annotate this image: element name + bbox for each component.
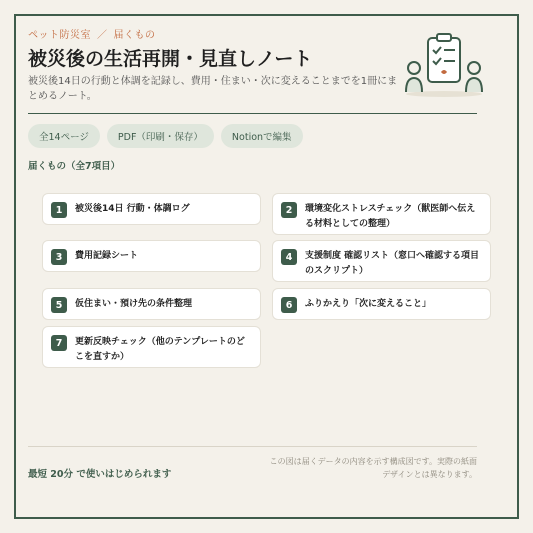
item-label: 仮住まい・預け先の条件整理 [75, 299, 193, 309]
item-label: ふりかえり「次に変えること」 [305, 299, 432, 309]
content-item-5 [42, 288, 261, 320]
tag-pdf: PDF（印刷・保存） [107, 124, 214, 148]
header-divider [28, 113, 477, 114]
item-number: 4 [281, 249, 297, 265]
contents-heading: 届くもの（全7項目） [28, 161, 121, 172]
item-label: 被災後14日 行動・体調ログ [75, 204, 190, 214]
item-number: 2 [281, 202, 297, 218]
page-title: 被災後の生活再開・見直しノート [28, 48, 313, 70]
footer-divider [28, 446, 477, 447]
content-item-4 [272, 240, 491, 282]
content-item-3 [42, 240, 261, 272]
content-item-1 [42, 193, 261, 225]
page-description: 被災後14日の行動と体調を記録し、費用・住まい・次に変えることまでを1冊にまとめるノート。 [28, 76, 398, 102]
breadcrumb-item-current: 届くもの [113, 30, 156, 41]
time-note: 最短 20分 で使いはじめられます [28, 469, 172, 480]
tag-notion: Notionで編集 [221, 124, 303, 148]
content-item-6 [272, 288, 491, 320]
tag-pages: 全14ページ [28, 124, 100, 148]
people-with-checklist-clipboard-icon [404, 28, 484, 98]
item-number: 3 [51, 249, 67, 265]
item-label: 環境変化ストレスチェック（獣医師へ伝える材料としての整理） [305, 204, 476, 229]
item-label: 支援制度 確認リスト（窓口へ確認する項目のスクリプト） [305, 251, 479, 276]
tag-list [28, 124, 303, 148]
item-number: 1 [51, 202, 67, 218]
item-number: 6 [281, 297, 297, 313]
disclaimer-text: この図は届くデータの内容を示す構成図です。実際の紙面デザインとは異なります。 [269, 457, 477, 479]
item-number: 7 [51, 335, 67, 351]
item-number: 5 [51, 297, 67, 313]
breadcrumb-separator: ／ [97, 30, 108, 41]
content-item-7 [42, 326, 261, 368]
breadcrumb [28, 26, 156, 41]
content-item-2 [272, 193, 491, 235]
breadcrumb-item-category[interactable]: ペット防災室 [28, 30, 91, 41]
item-label: 費用記録シート [75, 251, 139, 261]
item-label: 更新反映チェック（他のテンプレートのどこを直すか） [75, 337, 245, 362]
